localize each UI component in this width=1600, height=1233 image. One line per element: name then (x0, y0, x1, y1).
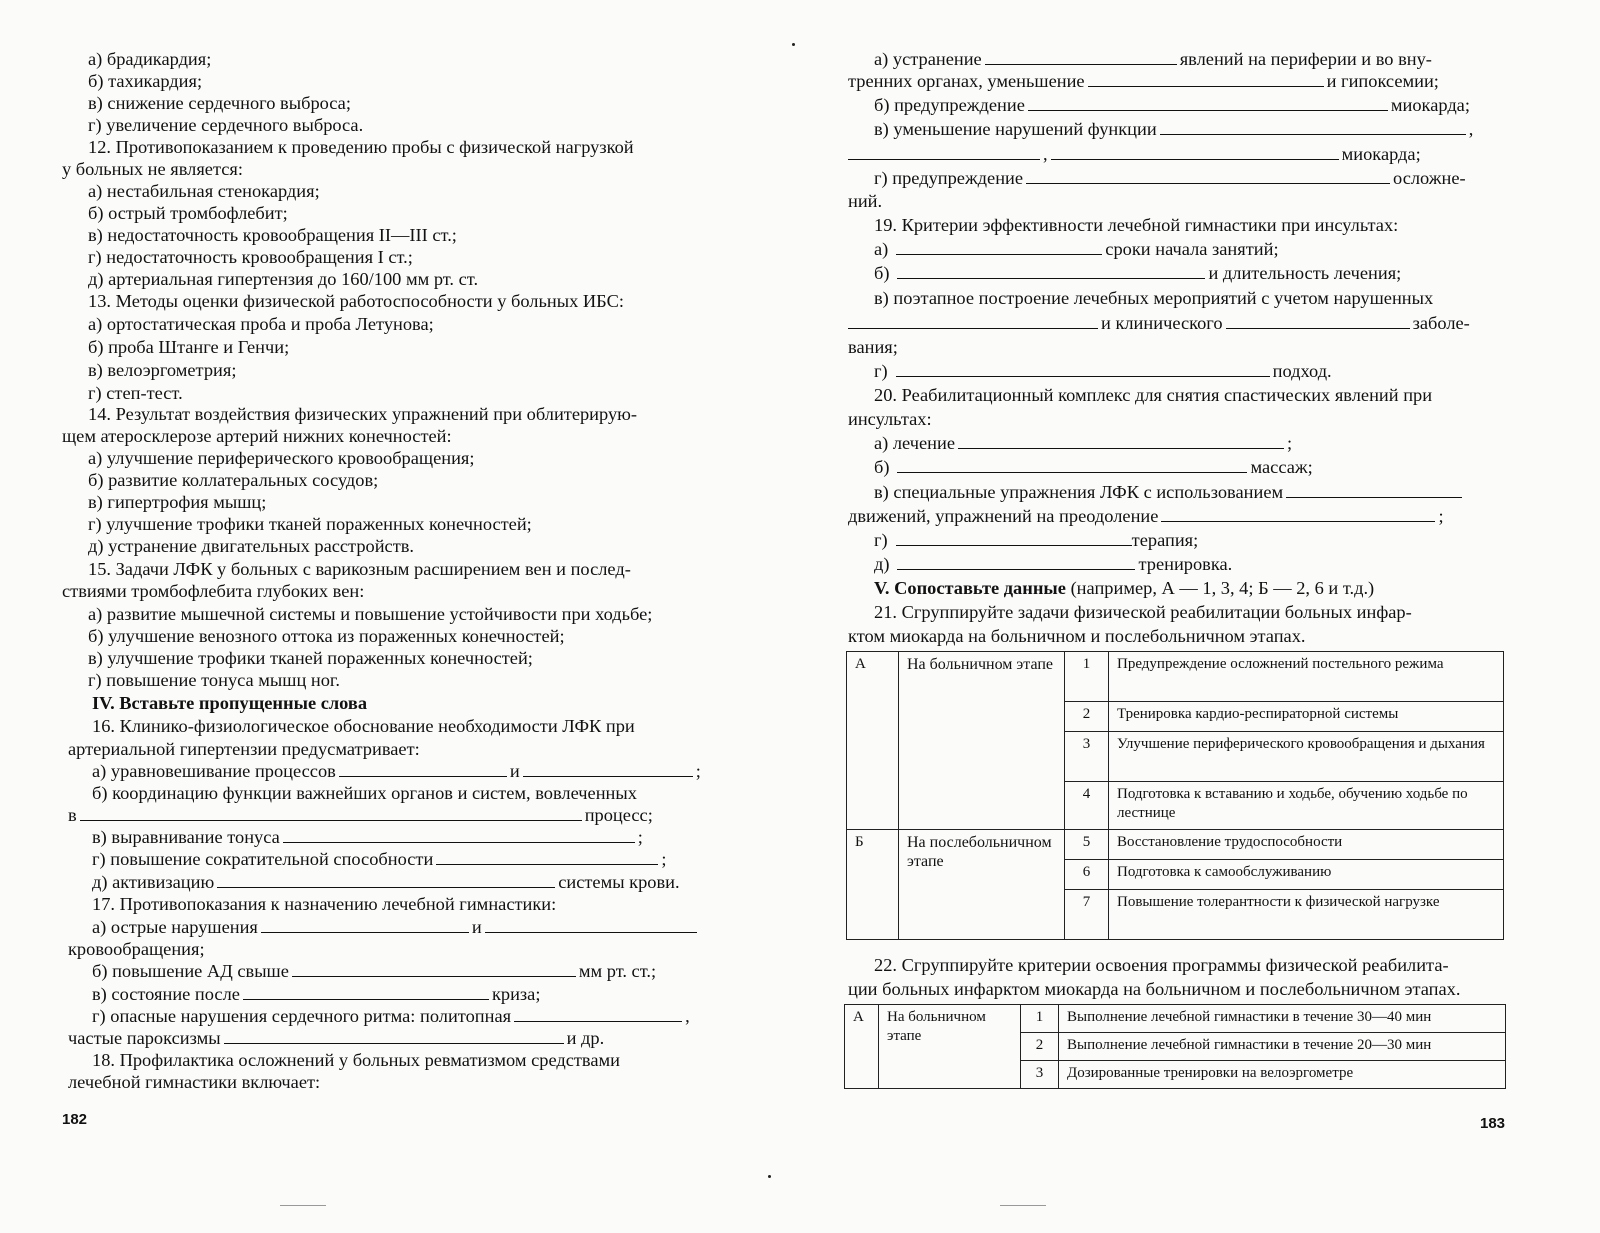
group-label: На больничном этапе (879, 1005, 1021, 1089)
q14-title-cont: щем атеросклерозе артерий нижних конечностей: (62, 426, 452, 446)
q20-option-a (874, 432, 1292, 454)
blank-field (1161, 505, 1435, 522)
blank-field (514, 1005, 682, 1022)
q16-a-text: а) уравновешивание процессов (92, 761, 336, 781)
q13-option-a: а) ортостатическая проба и проба Летунова; (88, 314, 434, 334)
q19-option-v-cont2: вания; (848, 337, 898, 357)
table-row (845, 1005, 1506, 1033)
q18-g-text: г) предупреждение (874, 168, 1024, 188)
blank-field (848, 143, 1040, 160)
q20-title: 20. Реабилитационный комплекс для снятия спастических явлений при (874, 385, 1433, 405)
q18-b-end: миокарда; (1390, 95, 1470, 115)
q16-g-text: г) повышение сократительной способности (92, 849, 434, 869)
q17-option-a-cont: кровообращения; (68, 939, 205, 959)
q20-g-text: г) (874, 530, 888, 550)
q13-option-v: в) велоэргометрия; (88, 360, 237, 380)
page-182 (0, 0, 790, 1233)
q12-option-v: в) недостаточность кровообращения II—III ст.; (88, 225, 457, 245)
q16-g-end: ; (661, 849, 667, 869)
section-5-title: V. Сопоставьте данные (874, 578, 1066, 598)
q14-title: 14. Результат воздействия физических упражнений при облитерирую- (88, 404, 638, 424)
item-number: 2 (1065, 702, 1109, 732)
q11-option-b: б) тахикардия; (88, 71, 203, 91)
item-number: 7 (1065, 890, 1109, 940)
q16-title: 16. Клинико-физиологическое обоснование необходимости ЛФК при (92, 716, 635, 736)
q18-option-v (874, 118, 1473, 140)
q16-v-end: ; (637, 827, 643, 847)
q14-option-d: д) устранение двигательных расстройств. (88, 536, 415, 556)
item-number: 2 (1021, 1033, 1059, 1061)
blank-field (1286, 481, 1462, 498)
item-number: 5 (1065, 830, 1109, 860)
q15-option-a: а) развитие мышечной системы и повышение устойчивости при ходьбе; (88, 604, 653, 624)
q17-a-text: а) острые нарушения (92, 917, 258, 937)
q19-g-end: подход. (1272, 361, 1332, 381)
q20-v-text: в) специальные упражнения ЛФК с использованием (874, 482, 1284, 502)
item-number: 1 (1021, 1005, 1059, 1033)
q18-v-text: в) уменьшение нарушений функции (874, 119, 1157, 139)
item-text: Выполнение лечебной гимнастики в течение 30—40 мин (1059, 1005, 1506, 1033)
q22-title-cont: ции больных инфарктом миокарда на больничном и послебольничном этапах. (848, 979, 1461, 999)
q18-a-text: а) устранение (874, 49, 982, 69)
item-text: Подготовка к вставанию и ходьбе, обучению ходьбе по лестнице (1109, 782, 1504, 830)
q19-v2-text: и клинического (1101, 313, 1223, 333)
q17-g2-text: частые пароксизмы (68, 1028, 221, 1048)
q13-option-b: б) проба Штанге и Генчи; (88, 337, 290, 357)
q20-option-v (874, 481, 1465, 503)
q17-option-a (92, 916, 700, 938)
q20-b-end: массаж; (1250, 457, 1313, 477)
q16-option-d (92, 871, 680, 893)
q16-title-cont: артериальной гипертензии предусматривает: (68, 739, 420, 759)
q18-v-end: , (1468, 119, 1474, 139)
page-183 (830, 0, 1600, 1233)
blank-field (897, 262, 1205, 279)
q18-option-a (874, 48, 1432, 70)
blank-field (523, 760, 693, 777)
q16-option-g (92, 848, 666, 870)
q17-v-text: в) состояние после (92, 984, 240, 1004)
group-letter: А (845, 1005, 879, 1089)
group-letter: А (847, 652, 899, 830)
q18-a2-end: и гипоксемии; (1326, 71, 1439, 91)
section-4-heading: IV. Вставьте пропущенные слова (92, 693, 368, 713)
table-row (847, 652, 1504, 702)
q18-option-g (874, 167, 1466, 189)
q20-option-b (874, 456, 1313, 478)
blank-field (1028, 94, 1388, 111)
blank-field (339, 760, 507, 777)
group-label: На больничном этапе (899, 652, 1065, 830)
q20-option-d (874, 553, 1232, 575)
item-text: Восстановление трудоспособности (1109, 830, 1504, 860)
q11-option-a: а) брадикардия; (88, 49, 212, 69)
blank-field (217, 871, 555, 888)
q15-option-b: б) улучшение венозного оттока из пораженных конечностей; (88, 626, 565, 646)
blank-field (1026, 167, 1390, 184)
q22-title: 22. Сгруппируйте критерии освоения программы физической реабилита- (874, 955, 1449, 975)
q18-v2-comma: , (1043, 144, 1048, 164)
q18-a-end: явлений на периферии и во вну- (1179, 49, 1432, 69)
blank-field (897, 553, 1135, 570)
item-text: Тренировка кардио-респираторной системы (1109, 702, 1504, 732)
blank-field (243, 983, 489, 1000)
q11-option-v: в) снижение сердечного выброса; (88, 93, 351, 113)
blank-field (224, 1027, 564, 1044)
q19-option-v-cont (848, 312, 1470, 334)
print-dot (768, 1175, 771, 1178)
q18-option-v-cont (848, 143, 1421, 165)
q19-b-text: б) (874, 263, 890, 283)
blank-field (958, 432, 1284, 449)
blank-field (1160, 118, 1466, 135)
q20-a-text: а) лечение (874, 433, 956, 453)
q19-option-v: в) поэтапное построение лечебных мероприятий с учетом нарушенных (874, 288, 1434, 308)
page-number: 182 (62, 1111, 88, 1128)
q16-option-a (92, 760, 701, 782)
q17-title: 17. Противопоказания к назначению лечебной гимнастики: (92, 894, 557, 914)
q17-option-b (92, 960, 656, 982)
q15-option-g: г) повышение тонуса мышц ног. (88, 670, 340, 690)
q19-option-a (874, 238, 1279, 260)
item-text: Дозированные тренировки на велоэргометре (1059, 1061, 1506, 1089)
item-number: 1 (1065, 652, 1109, 702)
q19-title: 19. Критерии эффективности лечебной гимнастики при инсультах: (874, 215, 1399, 235)
item-number: 4 (1065, 782, 1109, 830)
q20-a-end: ; (1287, 433, 1293, 453)
section-5-heading (874, 577, 1374, 599)
q16-d-end: системы крови. (558, 872, 680, 892)
q17-option-v (92, 983, 540, 1005)
q17-g2-end: и др. (566, 1028, 605, 1048)
q17-g-end: , (685, 1006, 690, 1026)
blank-field (897, 456, 1247, 473)
blank-field (283, 826, 635, 843)
q12-title-cont: у больных не является: (62, 159, 243, 179)
blank-field (896, 529, 1132, 546)
q12-option-d: д) артериальная гипертензия до 160/100 мм рт. ст. (88, 269, 479, 289)
q22-matching-table (844, 1004, 1506, 1089)
q14-option-b: б) развитие коллатеральных сосудов; (88, 470, 379, 490)
q18-option-a-cont (848, 70, 1439, 92)
q20-v2-end: ; (1438, 506, 1444, 526)
q18-v2-end: миокарда; (1341, 144, 1421, 164)
q20-d-text: д) (874, 554, 890, 574)
q18-option-g-cont: ний. (848, 191, 883, 211)
blank-field (985, 48, 1177, 65)
q16-a-end: ; (695, 761, 701, 781)
blank-field (1051, 143, 1339, 160)
print-mark (280, 1205, 326, 1206)
q19-g-text: г) (874, 361, 888, 381)
q21-matching-table (846, 651, 1504, 940)
blank-field (1088, 70, 1324, 87)
section-5-note: (например, А — 1, 3, 4; Б — 2, 6 и т.д.) (1070, 578, 1375, 598)
q18-title: 18. Профилактика осложнений у больных ревматизмом средствами (92, 1050, 621, 1070)
item-number: 3 (1065, 732, 1109, 782)
q14-option-v: в) гипертрофия мышц; (88, 492, 267, 512)
q18-b-text: б) предупреждение (874, 95, 1025, 115)
q20-option-v-cont (848, 505, 1444, 527)
q20-v2-text: движений, упражнений на преодоление (848, 506, 1159, 526)
q19-a-end: сроки начала занятий; (1105, 239, 1279, 259)
q20-g-end: терапия; (1131, 530, 1199, 550)
q20-title-cont: инсультах: (848, 409, 932, 429)
blank-field (292, 960, 576, 977)
q19-a-text: а) (874, 239, 889, 259)
q17-a-and: и (471, 917, 482, 937)
item-text: Улучшение периферического кровообращения и дыхания (1109, 732, 1504, 782)
q20-option-g (874, 529, 1198, 551)
q15-title-cont: ствиями тромбофлебита глубоких вен: (62, 581, 365, 601)
blank-field (848, 312, 1098, 329)
table-row (847, 830, 1504, 860)
q14-option-a: а) улучшение периферического кровообращения; (88, 448, 475, 468)
q16-v-text: в) выравнивание тонуса (92, 827, 280, 847)
q12-title: 12. Противопоказанием к проведению пробы с физической нагрузкой (88, 137, 634, 157)
blank-field (896, 360, 1270, 377)
q17-b-end: мм рт. ст.; (578, 961, 657, 981)
group-label: На послебольничном этапе (899, 830, 1065, 940)
q17-option-g (92, 1005, 690, 1027)
q20-d-end: тренировка. (1138, 554, 1233, 574)
q17-b-text: б) повышение АД свыше (92, 961, 289, 981)
item-number: 6 (1065, 860, 1109, 890)
q13-title: 13. Методы оценки физической работоспособности у больных ИБС: (88, 291, 624, 311)
q16-b2-end: процесс; (584, 805, 653, 825)
q15-option-v: в) улучшение трофики тканей пораженных конечностей; (88, 648, 533, 668)
q17-option-g-cont (68, 1027, 604, 1049)
q19-v2-end: заболе- (1412, 313, 1470, 333)
q15-title: 15. Задачи ЛФК у больных с варикозным расширением вен и послед- (88, 559, 631, 579)
blank-field (261, 916, 469, 933)
q14-option-g: г) улучшение трофики тканей пораженных конечностей; (88, 514, 532, 534)
q17-v-end: криза; (491, 984, 541, 1004)
group-letter: Б (847, 830, 899, 940)
page-number: 183 (1480, 1115, 1506, 1132)
q18-option-b (874, 94, 1470, 116)
blank-field (436, 848, 658, 865)
q19-b-end: и длительность лечения; (1208, 263, 1402, 283)
q20-b-text: б) (874, 457, 890, 477)
blank-field (485, 916, 697, 933)
q19-option-b (874, 262, 1401, 284)
q17-g-text: г) опасные нарушения сердечного ритма: политопная (92, 1006, 512, 1026)
q16-option-b-cont (68, 804, 653, 826)
q16-d-text: д) активизацию (92, 872, 215, 892)
item-text: Выполнение лечебной гимнастики в течение 20—30 мин (1059, 1033, 1506, 1061)
item-text: Повышение толерантности к физической нагрузке (1109, 890, 1504, 940)
q12-option-g: г) недостаточность кровообращения I ст.; (88, 247, 413, 267)
q12-option-a: а) нестабильная стенокардия; (88, 181, 320, 201)
q21-title: 21. Сгруппируйте задачи физической реабилитации больных инфар- (874, 602, 1412, 622)
print-dot (792, 43, 795, 46)
q18-title-cont: лечебной гимнастики включает: (68, 1072, 321, 1092)
q12-option-b: б) острый тромбофлебит; (88, 203, 288, 223)
item-text: Предупреждение осложнений постельного режима (1109, 652, 1504, 702)
blank-field (896, 238, 1102, 255)
item-text: Подготовка к самообслуживанию (1109, 860, 1504, 890)
item-number: 3 (1021, 1061, 1059, 1089)
blank-field (80, 804, 582, 821)
q16-b2-text: в (68, 805, 77, 825)
q16-option-b: б) координацию функции важнейших органов и систем, вовлеченных (92, 783, 637, 803)
q18-a2-text: тренних органах, уменьшение (848, 71, 1085, 91)
q13-option-g: г) степ-тест. (88, 383, 183, 403)
q11-option-g: г) увеличение сердечного выброса. (88, 115, 364, 135)
q19-option-g (874, 360, 1332, 382)
q16-a-and: и (509, 761, 520, 781)
q18-g-end: осложне- (1393, 168, 1466, 188)
q16-option-v (92, 826, 643, 848)
blank-field (1226, 312, 1410, 329)
q21-title-cont: ктом миокарда на больничном и послебольничном этапах. (848, 626, 1306, 646)
